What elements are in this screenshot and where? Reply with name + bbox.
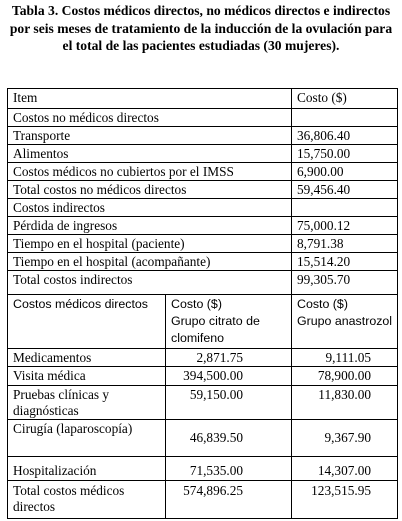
table-row	[8, 234, 397, 252]
row-cost	[291, 199, 397, 216]
row-item: Total costos médicos directos	[13, 483, 125, 514]
row-anastrozol: 78,900.00	[291, 367, 397, 385]
header-anastrozol-group: Grupo anastrozol	[297, 314, 393, 328]
table-label: Tabla 3.	[11, 3, 59, 18]
row-anastrozol: 14,307.00	[291, 457, 397, 480]
header-clomifeno	[165, 295, 291, 348]
row-item: Tiempo en el hospital (acompañante)	[13, 254, 211, 269]
row-cost: 15,514.20	[291, 253, 397, 270]
row-anastrozol: 9,111.05	[291, 349, 397, 366]
table-row	[8, 198, 397, 216]
table-row	[8, 270, 397, 294]
row-clomifeno: 71,535.00	[165, 457, 291, 480]
table-caption	[4, 2, 398, 80]
row-anastrozol: 9,367.90	[291, 420, 397, 456]
table-row	[8, 180, 397, 198]
table-row	[8, 162, 397, 180]
row-clomifeno: 394,500.00	[165, 367, 291, 385]
table-row	[8, 456, 397, 480]
table-row	[8, 108, 397, 126]
row-item: Costos no médicos directos	[13, 110, 159, 125]
row-cost: 36,806.40	[291, 127, 397, 144]
table-row	[8, 348, 397, 366]
row-item: Tiempo en el hospital (paciente)	[13, 236, 185, 251]
row-item: Hospitalización	[13, 463, 97, 478]
group-header-row	[8, 294, 397, 348]
row-item: Total costos indirectos	[13, 272, 133, 287]
row-anastrozol: 11,830.00	[291, 386, 397, 419]
header-clomifeno-group: Grupo citrato de clomifeno	[171, 314, 260, 345]
table-row	[8, 366, 397, 385]
row-cost: 99,305.70	[291, 271, 397, 294]
table-row	[8, 216, 397, 234]
row-item: Visita médica	[13, 368, 86, 383]
row-item: Total costos no médicos directos	[13, 182, 187, 197]
row-clomifeno: 59,150.00	[165, 386, 291, 419]
header-clomifeno-cost: Costo ($)	[171, 297, 222, 311]
row-cost: 15,750.00	[291, 145, 397, 162]
table-row	[8, 385, 397, 419]
table-header-row	[8, 89, 397, 108]
row-clomifeno: 574,896.25	[165, 481, 291, 518]
header-cost: Costo ($)	[291, 89, 397, 108]
row-item: Medicamentos	[13, 350, 92, 365]
table-row	[8, 252, 397, 270]
row-item: Transporte	[13, 128, 71, 143]
row-item: Alimentos	[13, 146, 69, 161]
table-row	[8, 144, 397, 162]
header-anastrozol	[291, 295, 397, 348]
row-item: Cirugía (laparoscopía)	[13, 421, 133, 436]
row-cost: 59,456.40	[291, 181, 397, 198]
row-cost: 6,900.00	[291, 163, 397, 180]
cost-table	[7, 88, 398, 519]
row-cost	[291, 109, 397, 126]
table-title: Costos médicos directos, no médicos directos e indirectos por seis meses de tratamiento de la inducción de la ovulación para el total de las pacientes estudiadas (30 mujeres).	[9, 3, 393, 53]
header-direct-medical: Costos médicos directos	[13, 297, 148, 311]
row-anastrozol: 123,515.95	[291, 481, 397, 518]
row-item: Pruebas clínicas y diagnósticas	[13, 387, 110, 418]
row-clomifeno: 2,871.75	[165, 349, 291, 366]
header-anastrozol-cost: Costo ($)	[297, 297, 348, 311]
header-item: Item	[13, 90, 38, 105]
row-clomifeno: 46,839.50	[165, 420, 291, 456]
row-cost: 8,791.38	[291, 235, 397, 252]
table-row	[8, 419, 397, 456]
row-item: Costos indirectos	[13, 200, 105, 215]
row-cost: 75,000.12	[291, 217, 397, 234]
row-item: Pérdida de ingresos	[13, 218, 118, 233]
row-item: Costos médicos no cubiertos por el IMSS	[13, 164, 234, 179]
table-row	[8, 480, 397, 518]
table-row	[8, 126, 397, 144]
